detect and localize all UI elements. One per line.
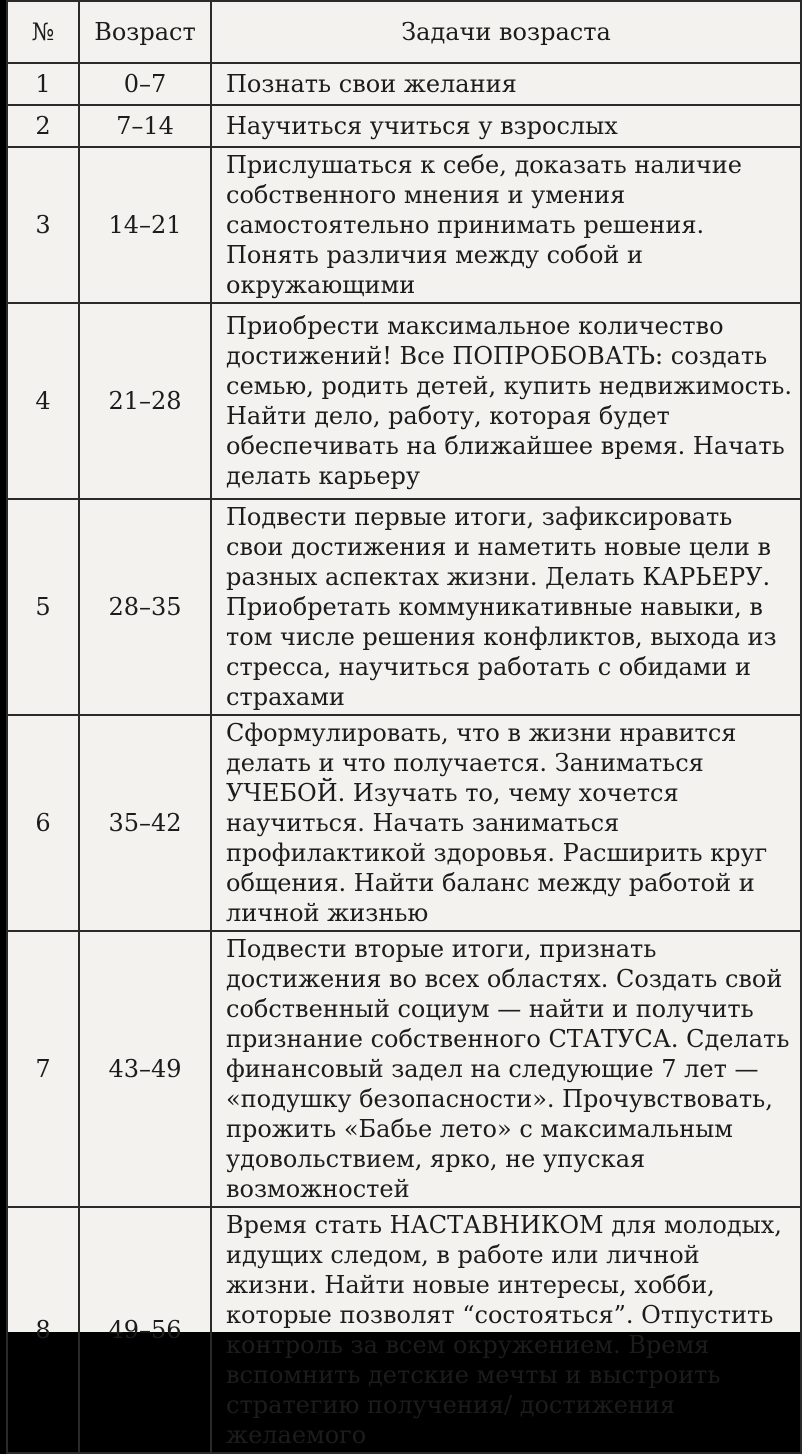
table-row bbox=[7, 105, 801, 147]
age-tasks-table bbox=[6, 0, 802, 1454]
row-task: Подвести вторые итоги, признать достижения во всех областях. Создать свой собственный социум — найти и получить признание собственного СТАТУСА. Сделать финансовый задел на следующие 7 лет — «подушку безопасности». Прочувствовать, прожить «Бабье лето» с максимальным удовольствием, ярко, не упуская возможностей bbox=[211, 931, 801, 1207]
row-number: 4 bbox=[7, 303, 79, 499]
table-row bbox=[7, 1207, 801, 1453]
row-task: Время стать НАСТАВНИКОМ для молодых, идущих следом, в работе или личной жизни. Найти новые интересы, хобби, которые позволят “состояться”. Отпустить контроль за всем окружением. Время вспомнить детские мечты и выстроить стратегию получения/ достижения желаемого bbox=[211, 1207, 801, 1453]
row-task: Подвести первые итоги, зафиксировать свои достижения и наметить новые цели в разных аспектах жизни. Делать КАРЬЕРУ. Приобретать коммуникативные навыки, в том числе решения конфликтов, выхода из стресса, научиться работать с обидами и страхами bbox=[211, 499, 801, 715]
row-number: 5 bbox=[7, 499, 79, 715]
row-age: 49–56 bbox=[79, 1207, 211, 1453]
row-age: 43–49 bbox=[79, 931, 211, 1207]
row-task: Сформулировать, что в жизни нравится делать и что получается. Заниматься УЧЕБОЙ. Изучать то, чему хочется научиться. Начать заниматься профилактикой здоровья. Расширить круг общения. Найти баланс между работой и личной жизнью bbox=[211, 715, 801, 931]
table-row bbox=[7, 715, 801, 931]
header-age: Возраст bbox=[79, 1, 211, 63]
table-row bbox=[7, 63, 801, 105]
table-row bbox=[7, 499, 801, 715]
table-row bbox=[7, 147, 801, 303]
row-age: 35–42 bbox=[79, 715, 211, 931]
page bbox=[6, 0, 800, 1449]
row-number: 8 bbox=[7, 1207, 79, 1453]
row-age: 28–35 bbox=[79, 499, 211, 715]
row-age: 0–7 bbox=[79, 63, 211, 105]
row-age: 21–28 bbox=[79, 303, 211, 499]
row-task: Приобрести максимальное количество достижений! Все ПОПРОБОВАТЬ: создать семью, родить детей, купить недвижимость. Найти дело, работу, которая будет обеспечивать на ближайшее время. Начать делать карьеру bbox=[211, 303, 801, 499]
header-number: № bbox=[7, 1, 79, 63]
row-number: 1 bbox=[7, 63, 79, 105]
row-task: Познать свои желания bbox=[211, 63, 801, 105]
row-number: 3 bbox=[7, 147, 79, 303]
row-number: 2 bbox=[7, 105, 79, 147]
table-header-row bbox=[7, 1, 801, 63]
row-number: 7 bbox=[7, 931, 79, 1207]
table-row bbox=[7, 931, 801, 1207]
header-tasks: Задачи возраста bbox=[211, 1, 801, 63]
row-task: Научиться учиться у взрослых bbox=[211, 105, 801, 147]
row-number: 6 bbox=[7, 715, 79, 931]
row-age: 7–14 bbox=[79, 105, 211, 147]
table-row bbox=[7, 303, 801, 499]
row-age: 14–21 bbox=[79, 147, 211, 303]
row-task: Прислушаться к себе, доказать наличие собственного мнения и умения самостоятельно принимать решения. Понять различия между собой и окружающими bbox=[211, 147, 801, 303]
